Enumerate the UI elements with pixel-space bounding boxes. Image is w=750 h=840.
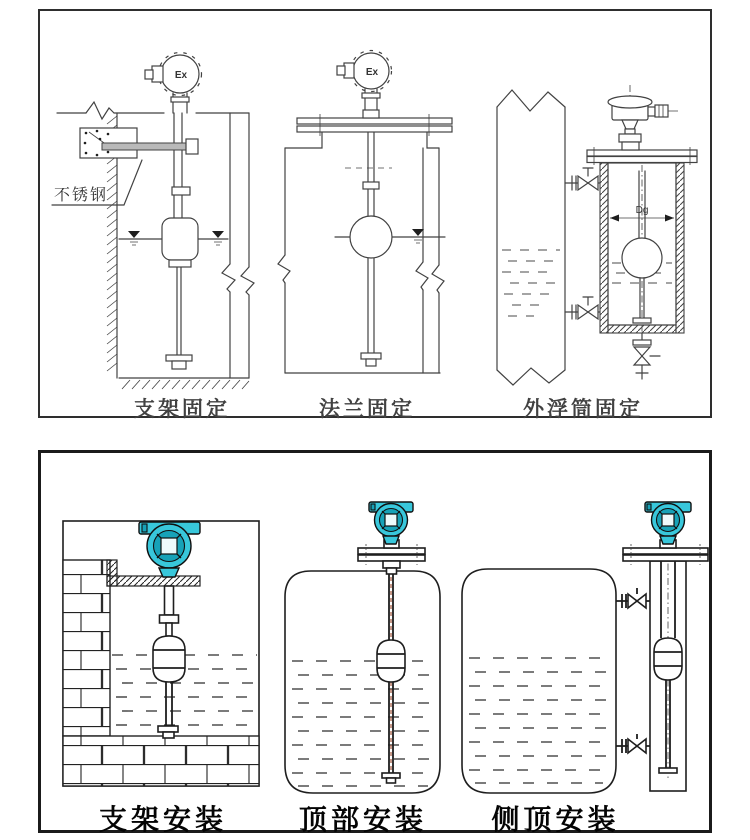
- side-top-installation-diagram: [455, 491, 710, 800]
- ex-transmitter-head: [145, 53, 202, 114]
- caption-flange-fixing: 法兰固定: [319, 398, 415, 421]
- bracket-fixing-diagram: [50, 40, 270, 392]
- tank-right-wall: [222, 113, 254, 378]
- caption-bracket-installation: 支架安装: [98, 804, 227, 835]
- installation-methods-panel: [38, 450, 712, 833]
- ceiling-line: [57, 102, 249, 119]
- lower-isolation-valve: [565, 297, 600, 319]
- smart-transmitter-head: [645, 502, 691, 544]
- fixing-methods-panel: [38, 9, 712, 421]
- ex-marking: Ex: [365, 67, 379, 78]
- top-installation-diagram: [278, 493, 448, 801]
- tank-floor: [119, 378, 249, 389]
- mounting-flange: [358, 540, 425, 574]
- lower-isolation-valve: [616, 734, 650, 753]
- process-tank: [497, 90, 565, 385]
- caption-bracket-fixing: 支架固定: [134, 398, 230, 421]
- ex-marking: Ex: [174, 70, 188, 81]
- brick-wall: [63, 560, 110, 736]
- brick-floor: [63, 736, 259, 786]
- bottom-stop: [361, 353, 381, 366]
- storage-tank: [285, 571, 440, 793]
- dg-label: Dg: [635, 205, 649, 216]
- float: [153, 636, 185, 682]
- ex-transmitter-head: [337, 51, 392, 111]
- display-window: [161, 538, 177, 554]
- junction-box-head: [608, 85, 678, 150]
- float: [162, 218, 198, 267]
- bottom-stop: [166, 355, 192, 369]
- upper-isolation-valve: [565, 168, 600, 190]
- flange-fixing-diagram: [277, 40, 472, 392]
- bracket-installation-diagram: [60, 498, 270, 798]
- display-window: [385, 514, 397, 526]
- caption-top-installation: 顶部安装: [298, 804, 427, 835]
- drain-valve: [633, 333, 660, 379]
- mounting-flange: [297, 110, 452, 136]
- float-ball: [622, 238, 662, 278]
- external-chamber-fixing-diagram: [482, 85, 712, 387]
- smart-transmitter-head: [369, 502, 413, 544]
- float: [377, 640, 405, 682]
- material-note: 不锈钢: [54, 187, 109, 204]
- storage-tank: [462, 569, 616, 793]
- mounting-bracket: [80, 128, 198, 158]
- display-window: [662, 514, 674, 526]
- caption-side-top-installation: 侧顶安装: [491, 804, 620, 835]
- float-ball: [350, 216, 392, 258]
- upper-isolation-valve: [616, 588, 650, 608]
- stainless-steel-callout: [52, 160, 142, 205]
- caption-external-chamber-fixing: 外浮筒固定: [523, 398, 643, 421]
